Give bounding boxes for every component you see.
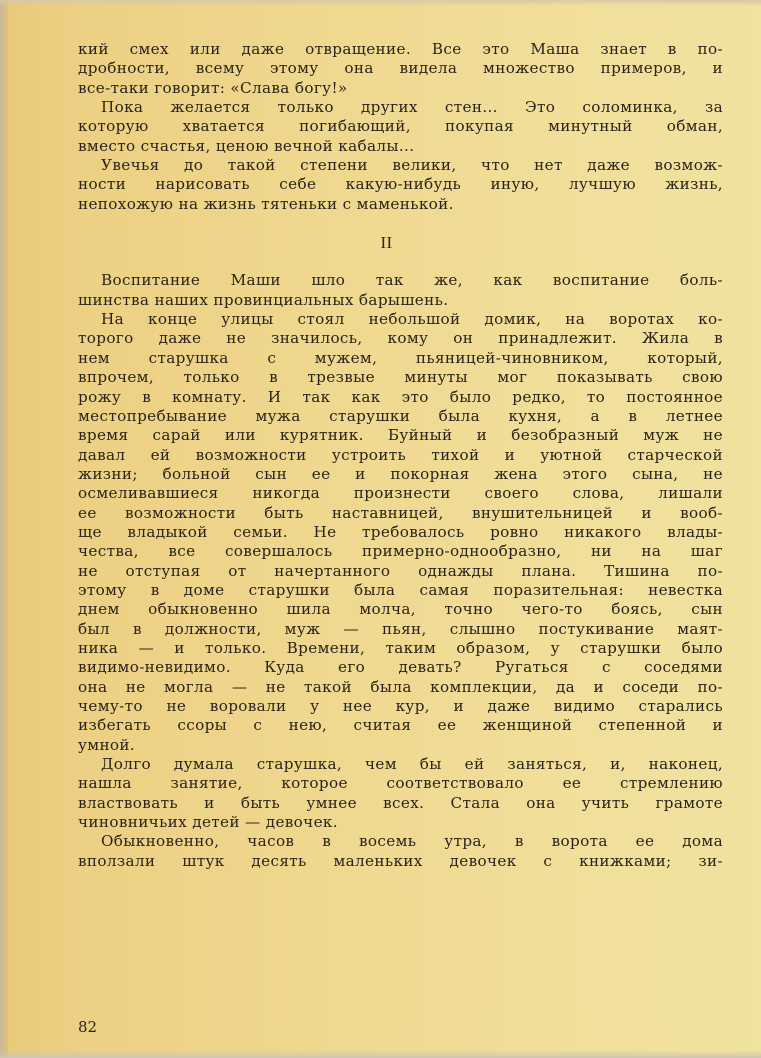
text-line: избегать ссоры с нею, считая ее женщиной степенной и [78, 716, 723, 735]
page-edge-bottom [0, 1050, 761, 1058]
paragraph-6 [78, 755, 723, 832]
text-line: видимо-невидимо. Куда его девать? Ругаться с соседями [78, 658, 723, 677]
text-line: вползали штук десять маленьких девочек с книжками; зи- [78, 851, 723, 870]
text-line: кий смех или даже отвращение. Все это Маша знает в по- [78, 40, 723, 58]
text-line: чиновничьих детей — девочек. [78, 813, 338, 832]
page-body-text [78, 40, 723, 871]
text-line: ности нарисовать себе какую-нибудь иную, лучшую жизнь, [78, 175, 723, 194]
text-line: впрочем, только в трезвые минуты мог показывать свою [78, 368, 723, 387]
text-line: вместо счастья, ценою вечной кабалы... [78, 136, 415, 155]
section-heading: II [380, 233, 393, 253]
text-line: этому в доме старушки была самая поразительная: невестка [78, 580, 723, 599]
text-line: которую хватается погибающий, покупая минутный обман, [78, 117, 723, 136]
page-number: 82 [78, 1018, 98, 1036]
text-line: осмеливавшиеся никогда произнести своего слова, лишали [78, 484, 723, 503]
text-line: Обыкновенно, часов в восемь утра, в ворота ее дома [101, 832, 723, 851]
text-line: нашла занятие, которое соответствовало ее стремлению [78, 774, 723, 793]
paragraph-7 [78, 832, 723, 871]
text-line: торого даже не значилось, кому он принадлежит. Жила в [78, 329, 723, 348]
paragraph-2 [78, 98, 723, 156]
text-line: ее возможности быть наставницей, внушительницей и вооб- [78, 503, 723, 522]
page-edge-left [0, 0, 8, 1058]
text-line: нем старушка с мужем, пьяницей-чиновником, который, [78, 348, 723, 367]
text-line: непохожую на жизнь тятеньки с маменькой. [78, 194, 454, 213]
text-line: Пока желается только других стен... Это соломинка, за [101, 98, 723, 117]
text-line: она не могла — не такой была комплекции, да и соседи по- [78, 677, 723, 696]
text-line: властвовать и быть умнее всех. Стала она учить грамоте [78, 793, 723, 812]
text-line: рожу в комнату. И так как это было редко, то постоянное [78, 387, 723, 406]
text-line: дробности, всему этому она видела множество примеров, и [78, 59, 723, 78]
text-line: Долго думала старушка, чем бы ей заняться, и, наконец, [101, 755, 723, 774]
text-line: На конце улицы стоял небольшой домик, на воротах ко- [101, 310, 723, 329]
paragraph-1 [78, 40, 723, 98]
text-line: местопребывание мужа старушки была кухня, а в летнее [78, 406, 723, 425]
text-line: давал ей возможности устроить тихой и уютной старческой [78, 445, 723, 464]
paragraph-5 [78, 310, 723, 755]
paragraph-3 [78, 156, 723, 214]
text-line: чему-то не воровали у нее кур, и даже видимо старались [78, 697, 723, 715]
text-line: был в должности, муж — пьян, слышно постукивание маят- [78, 619, 723, 638]
text-line: шинства наших провинциальных барышень. [78, 290, 449, 309]
text-line: жизни; больной сын ее и покорная жена этого сына, не [78, 464, 723, 483]
text-line: Увечья до такой степени велики, что нет даже возмож- [101, 156, 723, 175]
text-line: ще владыкой семьи. Не требовалось ровно никакого влады- [78, 522, 723, 541]
paragraph-4 [78, 271, 723, 310]
text-line: ника — и только. Времени, таким образом, у старушки было [78, 638, 723, 657]
text-line: чества, все совершалось примерно-однообразно, ни на шаг [78, 542, 723, 561]
text-line: время сарай или курятник. Буйный и безобразный муж не [78, 426, 723, 445]
text-line: не отступая от начертанного однажды плана. Тишина по- [78, 561, 723, 580]
text-line: днем обыкновенно шила молча, точно чего-то боясь, сын [78, 600, 723, 619]
text-line: Воспитание Маши шло так же, как воспитание боль- [101, 271, 723, 290]
text-line: умной. [78, 735, 136, 754]
text-line: все-таки говорит: «Слава богу!» [78, 78, 348, 97]
page-edge-top [0, 0, 761, 6]
